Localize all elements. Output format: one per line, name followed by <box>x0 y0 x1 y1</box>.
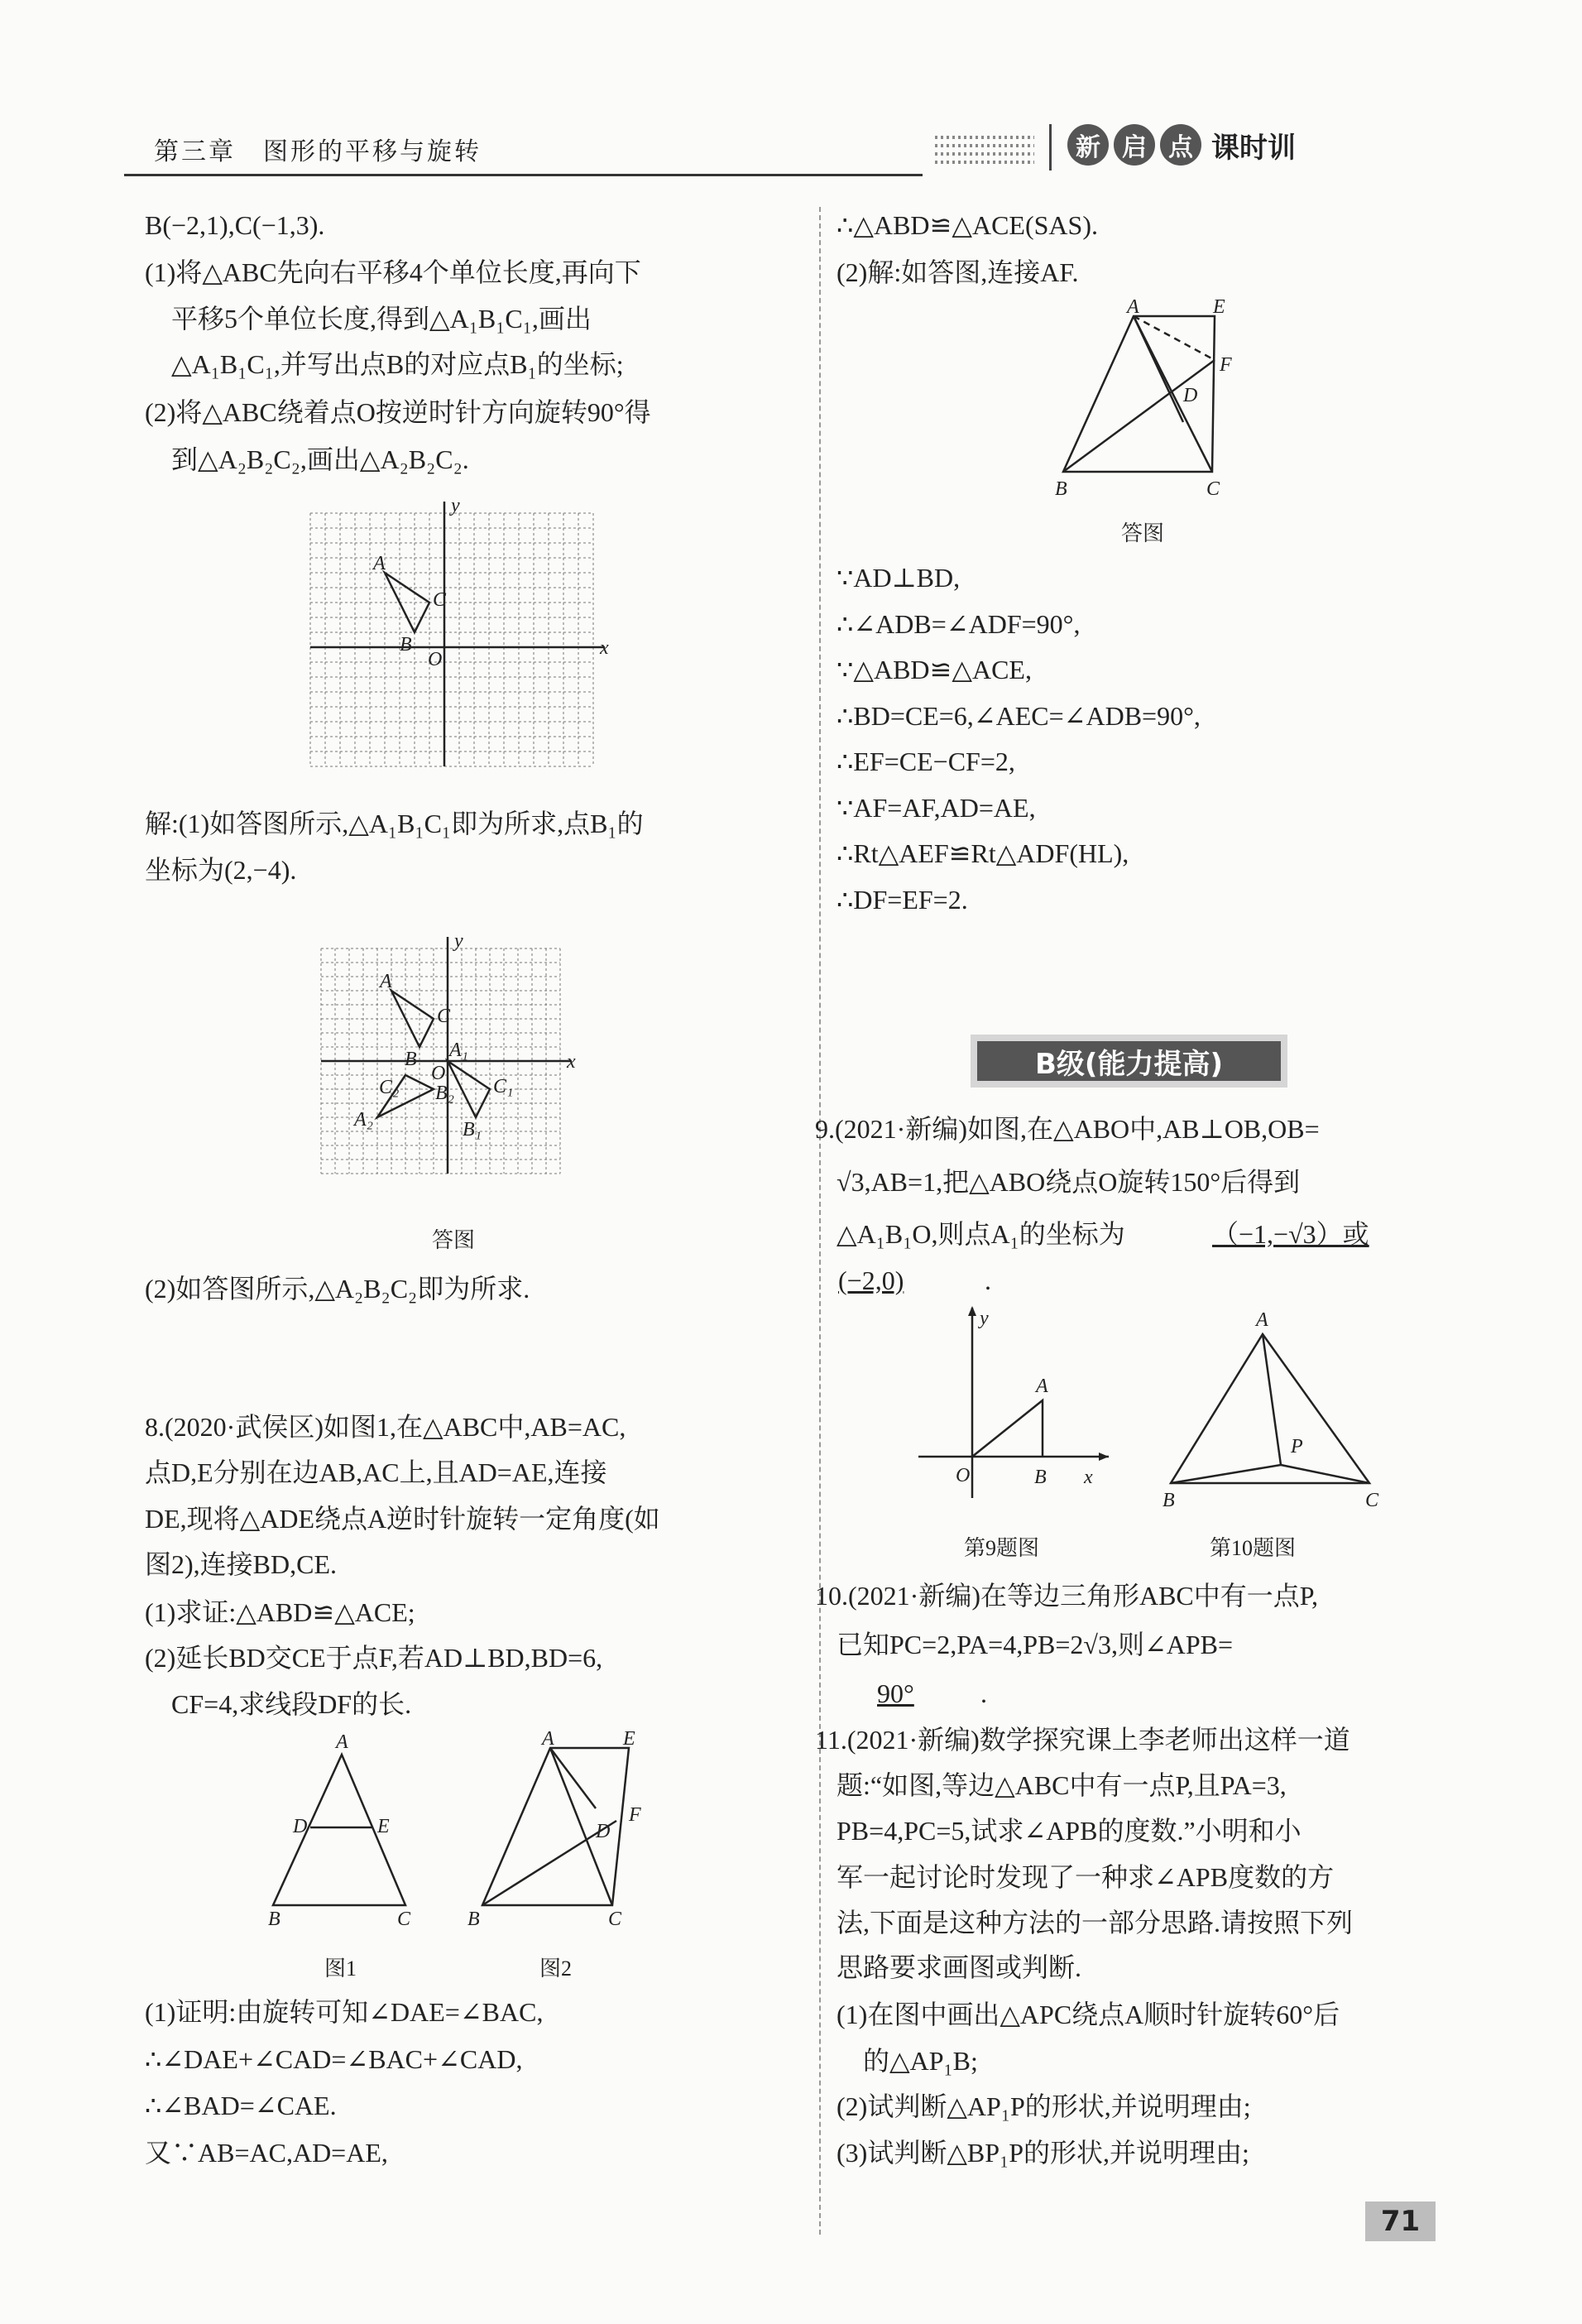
point-label: A <box>380 971 392 992</box>
right-text-line: . <box>980 1678 987 1708</box>
brand-char: 新 <box>1067 124 1109 166</box>
left-text-line: (1)证明:由旋转可知∠DAE=∠BAC, <box>145 1997 544 2027</box>
label: C <box>397 1909 411 1930</box>
label: B <box>1055 478 1067 500</box>
right-text-line: ∴∠ADB=∠ADF=90°, <box>837 609 1081 639</box>
right-text-line: 9.(2021·新编)如图,在△ABO中,AB⊥OB,OB= <box>815 1114 1320 1144</box>
label: A <box>542 1728 554 1750</box>
label: O <box>956 1465 971 1486</box>
point-label: C <box>437 1006 451 1027</box>
left-text-line: 到△A₂B₂C₂,画出△A₂B₂C₂. <box>145 444 469 474</box>
left-text-line: 点D,E分别在边AB,AC上,且AD=AE,连接 <box>145 1457 607 1487</box>
label: C <box>608 1909 622 1930</box>
figure-2-caption: 图2 <box>539 1957 573 1981</box>
point-label: C₂ <box>379 1077 400 1098</box>
point-label: B₁ <box>463 1119 482 1140</box>
label: B <box>467 1909 480 1930</box>
q10-figure <box>1158 1299 1382 1515</box>
label: D <box>1183 385 1198 406</box>
label: C <box>1365 1490 1379 1511</box>
brand-char: 点 <box>1160 124 1201 166</box>
point-label: O <box>428 649 443 670</box>
label: A <box>336 1731 348 1753</box>
right-text-line: ∴BD=CE=6,∠AEC=∠ADB=90°, <box>837 701 1201 731</box>
left-text-line: CF=4,求线段DF的长. <box>145 1689 412 1719</box>
label: D <box>293 1816 308 1837</box>
label: E <box>1213 296 1225 318</box>
brand-char: 启 <box>1114 124 1155 166</box>
right-text-line: PB=4,PC=5,试求∠APB的度数.”小明和小 <box>837 1816 1302 1846</box>
label: F <box>629 1804 641 1826</box>
label: D <box>596 1821 611 1842</box>
column-divider <box>819 207 821 2235</box>
label: E <box>377 1816 390 1837</box>
left-text-line: 图2),连接BD,CE. <box>145 1549 338 1579</box>
answer-figure-caption-right: 答图 <box>1121 521 1165 545</box>
point-label: B₂ <box>435 1083 455 1104</box>
label: C <box>1206 478 1220 500</box>
right-text-line: ∵AD⊥BD, <box>837 563 961 593</box>
left-text-line: (2)延长BD交CE于点F,若AD⊥BD,BD=6, <box>145 1643 603 1673</box>
right-text-line: 11.(2021·新编)数学探究课上李老师出这样一道 <box>815 1725 1350 1755</box>
right-text-line: 10.(2021·新编)在等边三角形ABC中有一点P, <box>815 1581 1319 1611</box>
header-dots <box>935 131 1034 164</box>
right-text-line: ∴EF=CE−CF=2, <box>837 747 1015 776</box>
right-text-line: 军一起讨论时发现了一种求∠APB度数的方 <box>837 1862 1335 1892</box>
right-text-line: (3)试判断△BP₁P的形状,并说明理由; <box>837 2138 1249 2168</box>
label: y <box>980 1308 989 1329</box>
left-text-line: 坐标为(2,−4). <box>145 855 297 885</box>
section-banner: B级(能力提高) <box>977 1041 1281 1081</box>
right-text-line: ∴Rt△AEF≌Rt△ADF(HL), <box>837 838 1129 868</box>
point-label: x <box>600 637 609 659</box>
brand-suffix: 课时训 <box>1211 131 1296 165</box>
right-text-line: . <box>985 1265 991 1295</box>
answer-figure-quadrilateral <box>1051 298 1241 505</box>
point-label: y <box>454 930 463 952</box>
right-text-line: 法,下面是这种方法的一部分思路.请按照下列 <box>837 1908 1354 1937</box>
right-text-line: (2)解:如答图,连接AF. <box>837 257 1079 287</box>
point-label: A₂ <box>354 1109 374 1131</box>
left-text-line: 解:(1)如答图所示,△A₁B₁C₁即为所求,点B₁的 <box>145 809 644 838</box>
right-text-line: ∴DF=EF=2. <box>837 885 968 915</box>
figure-2-quadrilateral <box>467 1730 658 1945</box>
label: x <box>1084 1467 1093 1488</box>
right-text-line: 的△AP₁B; <box>837 2046 978 2076</box>
right-text-line: (1)在图中画出△APC绕点A顺时针旋转60°后 <box>837 2000 1340 2029</box>
q9-figure-caption: 第9题图 <box>964 1536 1040 1560</box>
right-text-line: ∴△ABD≌△ACE(SAS). <box>837 210 1098 240</box>
left-text-line: ∴∠BAD=∠CAE. <box>145 2091 337 2120</box>
right-text-line: ∵AF=AF,AD=AE, <box>837 793 1036 823</box>
left-text-line: 平移5个单位长度,得到△A₁B₁C₁,画出 <box>145 304 592 334</box>
right-text-line: 题:“如图,等边△ABC中有一点P,且PA=3, <box>837 1770 1287 1800</box>
point-label: C₁ <box>493 1076 514 1097</box>
q9-answer-part1: （−1,−√3）或 <box>1212 1219 1369 1249</box>
chapter-title: 第三章 图形的平移与旋转 <box>154 138 482 166</box>
label: E <box>623 1728 635 1750</box>
right-text-line: ∵△ABD≌△ACE, <box>837 655 1032 684</box>
left-text-line: DE,现将△ADE绕点A逆时针旋转一定角度(如 <box>145 1504 660 1534</box>
left-text-line: △A₁B₁C₁,并写出点B的对应点B₁的坐标; <box>145 349 624 379</box>
right-text-line: (2)试判断△AP₁P的形状,并说明理由; <box>837 2091 1251 2121</box>
point-label: C <box>433 589 447 611</box>
label: B <box>1163 1490 1175 1511</box>
left-text-line: (2)如答图所示,△A₂B₂C₂即为所求. <box>145 1274 530 1304</box>
left-text-line: (1)求证:△ABD≌△ACE; <box>145 1597 415 1627</box>
left-text-line: (2)将△ABC绕着点O按逆时针方向旋转90°得 <box>145 397 651 427</box>
header-rule <box>124 174 923 176</box>
point-label: O <box>431 1063 446 1084</box>
label: B <box>268 1909 280 1930</box>
left-text-line: 又∵AB=AC,AD=AE, <box>145 2138 388 2168</box>
q10-answer: 90° <box>877 1678 914 1708</box>
label: A <box>1256 1309 1268 1331</box>
label: B <box>1034 1467 1047 1488</box>
q10-figure-caption: 第10题图 <box>1210 1536 1297 1560</box>
right-text-line: 思路要求画图或判断. <box>837 1952 1082 1982</box>
right-text-line: √3,AB=1,把△ABO绕点O旋转150°后得到 <box>837 1167 1301 1197</box>
answer-figure-caption: 答图 <box>432 1228 476 1252</box>
right-text-line: △A₁B₁O,则点A₁的坐标为 <box>837 1219 1125 1249</box>
label: F <box>1220 354 1232 376</box>
point-label: B <box>405 1049 417 1070</box>
q9-figure <box>910 1299 1117 1498</box>
left-text-line: 8.(2020·武侯区)如图1,在△ABC中,AB=AC, <box>145 1412 626 1442</box>
grid-figure-answer <box>302 931 587 1196</box>
q9-answer-part2: (−2,0) <box>838 1265 904 1295</box>
header-bar <box>1049 124 1052 170</box>
label: A <box>1036 1376 1048 1397</box>
point-label: y <box>451 495 460 516</box>
right-text-line: 已知PC=2,PA=4,PB=2√3,则∠APB= <box>837 1630 1234 1659</box>
point-label: A₁ <box>449 1040 469 1061</box>
brand-logo <box>1067 124 1296 166</box>
point-label: B <box>400 634 412 655</box>
grid-figure-question <box>298 495 609 778</box>
left-text-line: B(−2,1),C(−1,3). <box>145 210 325 240</box>
point-label: A <box>373 553 386 574</box>
left-text-line: (1)将△ABC先向右平移4个单位长度,再向下 <box>145 257 641 287</box>
label: P <box>1291 1436 1303 1457</box>
page-number: 71 <box>1365 2202 1436 2241</box>
figure-1-triangle <box>256 1730 439 1945</box>
label: A <box>1127 296 1139 318</box>
left-text-line: ∴∠DAE+∠CAD=∠BAC+∠CAD, <box>145 2044 523 2074</box>
figure-1-caption: 图1 <box>324 1957 357 1981</box>
point-label: x <box>567 1051 576 1073</box>
